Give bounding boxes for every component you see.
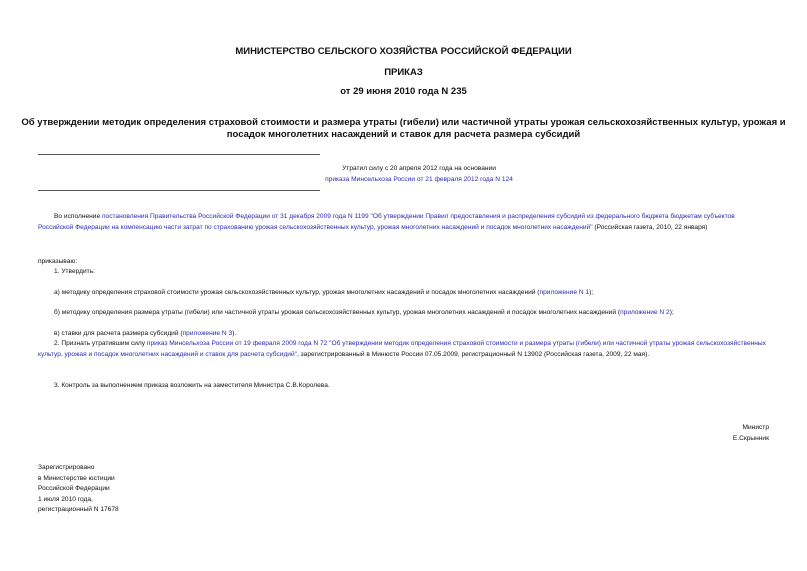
repealed-order-link[interactable]: приказ Минсельхоза России от 19 февраля 2009 года N 72 "Об утверждении методик определения страховой стоимости и размера утраты (гибели) или частичной утраты урожая сельскохозяйственных культур, урожая и посадок многолетних насаждений и ставок для расчета субсидий" [38,340,766,358]
item-1: 1. Утвердить: [54,268,95,275]
item-1a-text: а) методику определения страховой стоимости урожая сельскохозяйственных культур, урожая многолетних насаждений и посадок многолетних насаждений ( [54,289,540,296]
registration-line: Зарегистрировано [38,464,95,471]
item-1a-end: ); [589,289,594,296]
item-3: 3. Контроль за выполнением приказа возложить на заместителя Министра С.В.Королева. [54,382,330,389]
item-2-tail: , зарегистрированный в Минюсте России 07.05.2009, регистрационный N 13902 (Российская газета, 2009, 22 мая). [297,350,650,358]
item-1c-end: ). [232,330,237,337]
registration-line: в Министерстве юстиции [38,474,115,482]
ministry-heading: МИНИСТЕРСТВО СЕЛЬСКОГО ХОЗЯЙСТВА РОССИЙСКОЙ ФЕДЕРАЦИИ [235,46,572,57]
divider-top [38,154,320,155]
appendix-1-link[interactable]: приложение N 1 [539,289,590,296]
preamble-decree-link[interactable]: постановления Правительства Российской Федерации от 31 декабря 2009 года N 1199 "Об утверждении Правил предоставления и распределения субсидий из федерального бюджета бюджетам субъектов Российской Федерации на компенсацию части затрат по страхованию урожая сельскохозяйственных культур, урожая многолетних насаждений и посадок многолетних насаждений" [38,213,735,231]
signature-name: Е.Скрынник [732,434,769,442]
item-1c [54,329,774,340]
preamble-paragraph [38,212,770,233]
date-number: от 29 июня 2010 года N 235 [340,86,467,97]
item-1b-text: б) методику определения размера утраты (гибели) или частичной утраты урожая сельскохозяйственных культур, урожая многолетних насаждений и посадок многолетних насаждений ( [54,309,621,316]
doc-title-line-1: Об утверждении методик определения страховой стоимости и размера утраты (гибели) или частичной утраты урожая сельскохозяйственных культур, урожая и [21,117,786,128]
divider-bottom [38,190,320,191]
appendix-3-link[interactable]: приложение N 3 [182,330,233,337]
status-note [0,164,807,185]
registration-line: 1 июля 2010 года, [38,495,93,503]
registration-block [38,463,119,516]
item-1b [54,308,774,319]
status-note-link[interactable]: приказа Минсельхоза России от 21 февраля 2012 года N 124 [325,175,513,183]
order-word: приказываю: [38,258,78,265]
doc-title-line-2: посадок многолетних насаждений и ставок для расчета размера субсидий [226,129,581,140]
appendix-2-link[interactable]: приложение N 2 [620,309,670,316]
item-2-lead: 2. Признать утратившим силу [54,340,147,347]
registration-line: Российской Федерации [38,485,110,492]
item-1c-text: в) ставки для расчета размера субсидий ( [54,330,183,337]
registration-line: регистрационный N 17678 [38,506,119,513]
status-note-text: Утратил силу с 20 апреля 2012 года на основании [342,165,496,172]
preamble-tail: (Российская газета, 2010, 22 января) [592,223,708,231]
item-1b-end: ); [669,309,674,316]
preamble-lead: Во исполнение [54,213,102,220]
item-1a [54,288,774,299]
item-2 [38,339,770,360]
doc-type-heading: ПРИКАЗ [384,67,423,78]
signature-block [733,423,769,444]
signature-position: Министр [742,424,769,431]
